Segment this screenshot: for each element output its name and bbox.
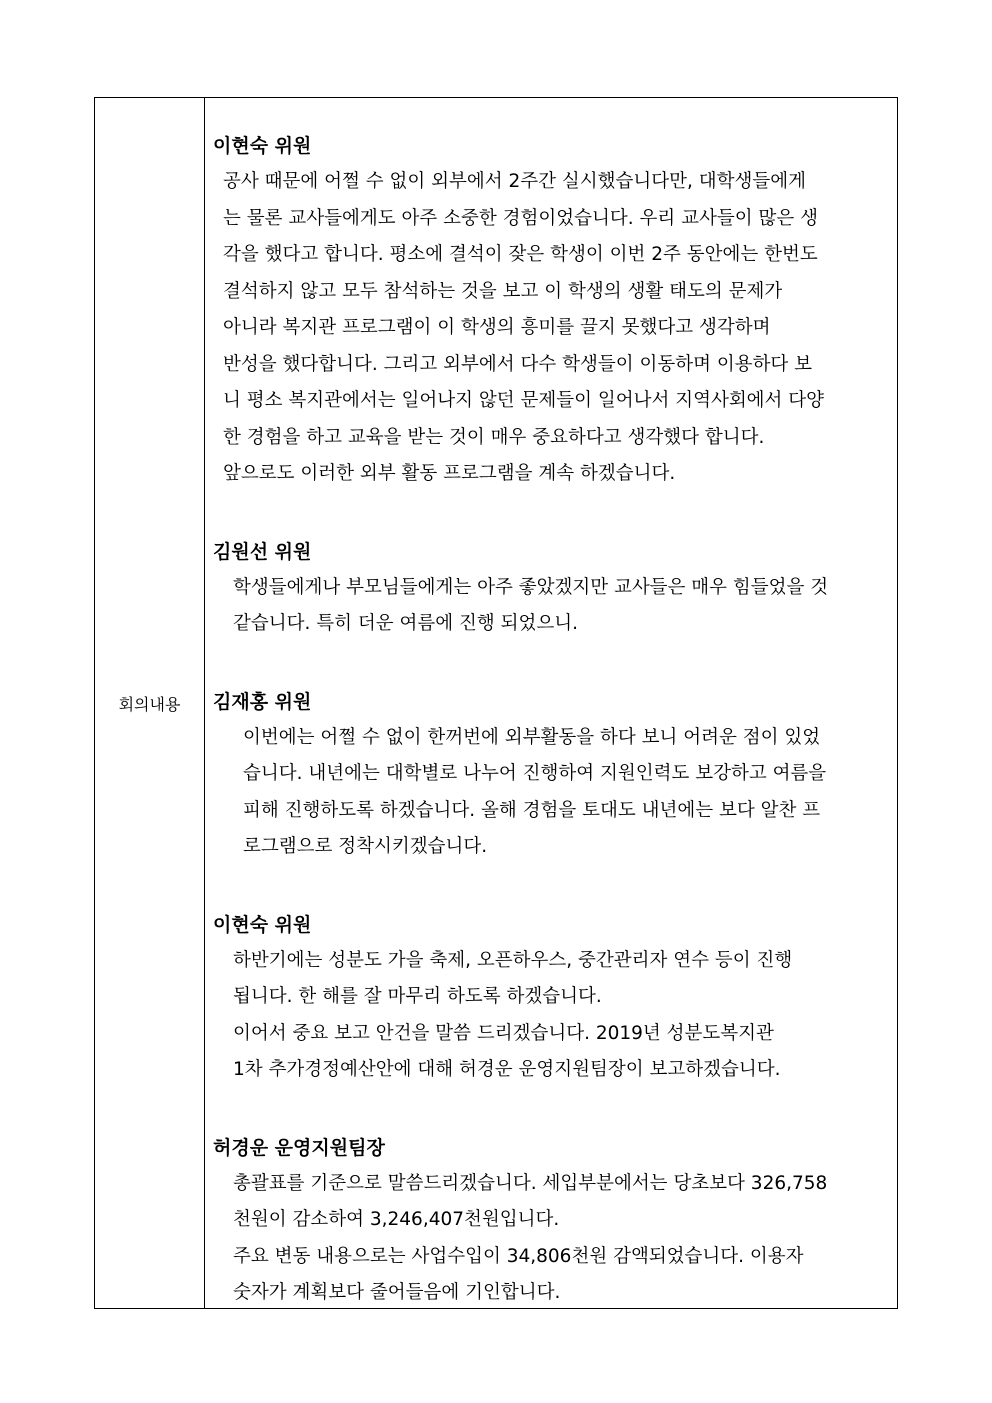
speech-line: 주요 변동 내용으로는 사업수입이 34,806천원 감액되었습니다. 이용자 [233,1245,804,1267]
speech-line: 피해 진행하도록 하겠습니다. 올해 경험을 토대도 내년에는 보다 알찬 프 [243,799,821,821]
speech-line: 같습니다. 특히 더운 여름에 진행 되었으니. [233,613,578,634]
section-gap [213,870,893,907]
speech-line: 1차 추가경정예산안에 대해 허경운 운영지원팀장이 보고하겠습니다. [233,1059,781,1080]
speech-line: 숫자가 계획보다 줄어들음에 기인합니다. [233,1282,561,1303]
meeting-content-label: 회의내용 [118,694,181,714]
speaker-block [213,1130,893,1312]
speaker-block [213,534,893,643]
speech-line: 하반기에는 성분도 가을 축제, 오픈하우스, 중간관리자 연수 등이 진행 [233,949,793,971]
speech-line: 아니라 복지관 프로그램이 이 학생의 흥미를 끌지 못했다고 생각하며 [223,317,771,338]
speech-line: 천원이 감소하여 3,246,407천원입니다. [233,1209,560,1230]
speaker-block [213,128,893,493]
speaker-block [213,907,893,1089]
speech-line: 각을 했다고 합니다. 평소에 결석이 잦은 학생이 이번 2주 동안에는 한번도 [223,244,818,265]
speaker-name: 김재홍 위원 [213,690,312,713]
section-gap [213,647,893,684]
speech-line: 이어서 중요 보고 안건을 말씀 드리겠습니다. 2019년 성분도복지관 [233,1022,774,1044]
speaker-name: 이현숙 위원 [213,135,312,157]
speech-line: 니 평소 복지관에서는 일어나지 않던 문제들이 일어나서 지역사회에서 다양 [223,390,825,411]
speech-line: 공사 때문에 어쩔 수 없이 외부에서 2주간 실시했습니다만, 대학생들에게 [223,171,806,192]
speech-line: 됩니다. 한 해를 잘 마무리 하도록 하겠습니다. [233,986,602,1007]
column-divider [204,98,205,1308]
speech-line: 학생들에게나 부모님들에게는 아주 좋았겠지만 교사들은 매우 힘들었을 것 [233,576,829,598]
speech-line: 반성을 했다합니다. 그리고 외부에서 다수 학생들이 이동하며 이용하다 보 [223,353,813,375]
speech-line: 총괄표를 기준으로 말씀드리겠습니다. 세입부분에서는 당초보다 326,758 [233,1172,828,1194]
meeting-content [213,128,893,1316]
speaker-block [213,684,893,866]
minutes-table [94,97,898,1309]
section-gap [213,1093,893,1130]
speaker-name: 허경운 운영지원팀장 [213,1136,385,1159]
speech-line: 한 경험을 하고 교육을 받는 것이 매우 중요하다고 생각했다 합니다. [223,426,765,448]
label-cell [95,98,204,1308]
speech-line: 습니다. 내년에는 대학별로 나누어 진행하여 지원인력도 보강하고 여름을 [243,763,827,784]
speech-line: 결석하지 않고 모두 참석하는 것을 보고 이 학생의 생활 태도의 문제가 [223,280,783,302]
speaker-name: 김원선 위원 [213,540,312,563]
speech-line: 는 물론 교사들에게도 아주 소중한 경험이었습니다. 우리 교사들이 많은 생 [223,207,818,229]
speaker-name: 이현숙 위원 [213,913,312,936]
speech-line: 로그램으로 정착시키겠습니다. [243,836,488,857]
section-gap [213,497,893,534]
speech-line: 앞으로도 이러한 외부 활동 프로그램을 계속 하겠습니다. [223,463,676,484]
speech-line: 이번에는 어쩔 수 없이 한꺼번에 외부활동을 하다 보니 어려운 점이 있었 [243,726,821,748]
